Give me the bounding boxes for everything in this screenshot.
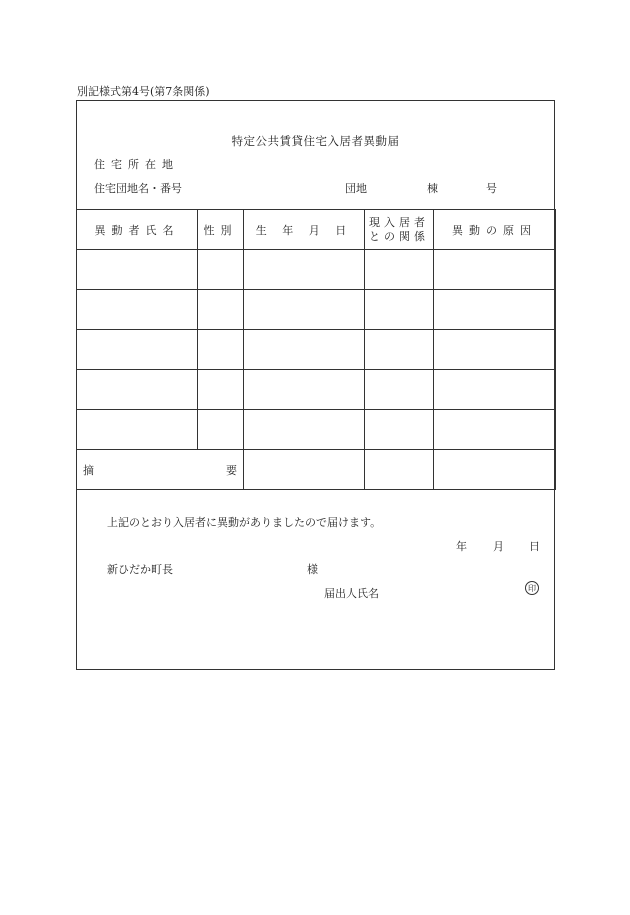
notice-text: 上記のとおり入居者に異動がありましたので届けます。: [107, 516, 382, 529]
apartment-label: 住宅団地名・番号: [94, 182, 182, 195]
summary-cell[interactable]: [244, 450, 365, 490]
header-relation-line1: 現入居者: [369, 215, 429, 229]
name-cell[interactable]: [77, 410, 198, 450]
seal-mark-icon: 印: [525, 581, 539, 595]
name-cell[interactable]: [77, 330, 198, 370]
table-row: [77, 290, 556, 330]
sex-cell[interactable]: [198, 250, 244, 290]
sex-cell[interactable]: [198, 370, 244, 410]
date-month-label: 月: [493, 540, 504, 553]
date-year-label: 年: [456, 540, 467, 553]
summary-cell[interactable]: [434, 450, 556, 490]
name-cell[interactable]: [77, 250, 198, 290]
table-row: [77, 330, 556, 370]
summary-row: [77, 450, 556, 490]
reason-cell[interactable]: [434, 250, 556, 290]
sex-cell[interactable]: [198, 330, 244, 370]
reason-cell[interactable]: [434, 290, 556, 330]
name-cell[interactable]: [77, 290, 198, 330]
header-name: 異動者氏名: [77, 210, 198, 250]
table-row: [77, 250, 556, 290]
date-day-label: 日: [529, 540, 540, 553]
relation-cell[interactable]: [365, 290, 434, 330]
relation-cell[interactable]: [365, 330, 434, 370]
danchi-label: 団地: [345, 182, 367, 195]
dob-cell[interactable]: [244, 290, 365, 330]
summary-label-right: 要: [226, 464, 237, 477]
header-relation-line2: との関係: [369, 229, 429, 243]
dob-cell[interactable]: [244, 370, 365, 410]
form-number-label: 別記様式第4号(第7条関係): [77, 85, 210, 98]
reason-cell[interactable]: [434, 330, 556, 370]
building-label: 棟: [427, 182, 438, 195]
header-reason: 異動の原因: [434, 210, 556, 250]
header-sex: 性別: [198, 210, 244, 250]
sex-cell[interactable]: [198, 410, 244, 450]
table-row: [77, 370, 556, 410]
dob-cell[interactable]: [244, 330, 365, 370]
applicant-name-label: 届出人氏名: [324, 587, 379, 600]
dob-cell[interactable]: [244, 410, 365, 450]
summary-label-cell: [77, 450, 244, 490]
notification-form: [76, 100, 555, 670]
table-row: [77, 410, 556, 450]
table-header-row: [77, 210, 556, 250]
header-dob: 生 年 月 日: [244, 210, 365, 250]
reason-cell[interactable]: [434, 410, 556, 450]
dob-cell[interactable]: [244, 250, 365, 290]
reason-cell[interactable]: [434, 370, 556, 410]
header-relation: [365, 210, 434, 250]
recipient-label: 新ひだか町長: [107, 563, 173, 576]
relation-cell[interactable]: [365, 250, 434, 290]
relation-cell[interactable]: [365, 410, 434, 450]
name-cell[interactable]: [77, 370, 198, 410]
address-label: 住宅所在地: [94, 158, 179, 171]
sex-cell[interactable]: [198, 290, 244, 330]
summary-label-left: 摘: [83, 464, 94, 477]
honorific-label: 様: [307, 563, 318, 576]
number-label: 号: [486, 182, 497, 195]
form-title: 特定公共賃貸住宅入居者異動届: [231, 134, 400, 148]
change-table: [76, 209, 556, 490]
relation-cell[interactable]: [365, 370, 434, 410]
summary-cell[interactable]: [365, 450, 434, 490]
